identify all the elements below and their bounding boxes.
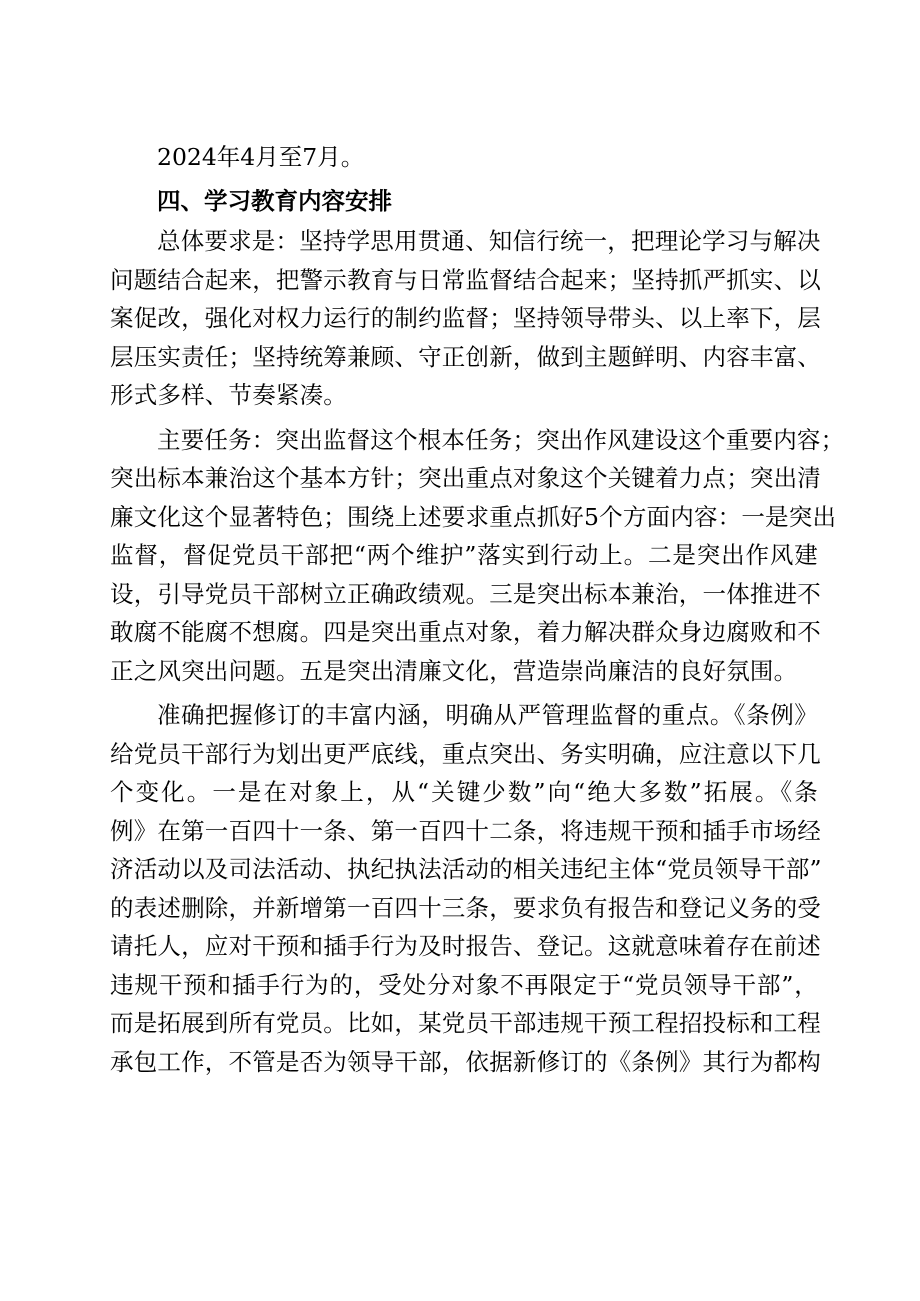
text-line: 形式多样、节奏紧凑。 bbox=[110, 381, 347, 409]
paragraph-main-tasks bbox=[110, 421, 845, 691]
paragraph-revision-connotation bbox=[110, 696, 822, 1081]
text-line: 总体要求是：坚持学思用贯通、知信行统一，把理论学习与解决 bbox=[157, 227, 821, 255]
paragraph-general-requirements bbox=[110, 222, 821, 415]
document-body bbox=[110, 138, 845, 1081]
text-line: 承包工作，不管是否为领导干部，依据新修订的《条例》其行为都构 bbox=[110, 1047, 821, 1076]
text-line: 济活动以及司法活动、执纪执法活动的相关违纪主体“党员领导干部” bbox=[110, 855, 822, 883]
text-line: 违规干预和插手行为的，受处分对象不再限定于“党员领导干部”， bbox=[110, 970, 818, 999]
text-line: 设，引导党员干部树立正确政绩观。三是突出标本兼治，一体推进不 bbox=[110, 579, 821, 608]
date-line: 2024年4月至7月。 bbox=[157, 143, 365, 171]
text-line: 廉文化这个显著特色；围绕上述要求重点抓好5个方面内容：一是突出 bbox=[110, 502, 837, 531]
text-line: 监督，督促党员干部把“两个维护”落实到行动上。二是突出作风建 bbox=[110, 541, 818, 569]
text-line: 个变化。一是在对象上，从“关键少数”向“绝大多数”拓展。《条 bbox=[110, 778, 818, 806]
text-line: 的表述删除，并新增第一百四十三条，要求负有报告和登记义务的受 bbox=[110, 893, 821, 922]
text-line: 而是拓展到所有党员。比如，某党员干部违规干预工程招投标和工程 bbox=[110, 1009, 821, 1037]
text-line: 正之风突出问题。五是突出清廉文化，营造崇尚廉洁的良好氛围。 bbox=[110, 656, 798, 685]
text-line: 准确把握修订的丰富内涵，明确从严管理监督的重点。《条例》 bbox=[157, 701, 818, 729]
text-line: 层压实责任；坚持统筹兼顾、守正创新，做到主题鲜明、内容丰富、 bbox=[110, 342, 821, 371]
text-line: 请托人，应对干预和插手行为及时报告、登记。这就意味着存在前述 bbox=[110, 932, 821, 960]
text-line: 案促改，强化对权力运行的制约监督；坚持领导带头、以上率下，层 bbox=[110, 304, 821, 332]
text-line: 问题结合起来，把警示教育与日常监督结合起来；坚持抓严抓实、以 bbox=[110, 265, 821, 294]
text-line: 例》在第一百四十一条、第一百四十二条，将违规干预和插手市场经 bbox=[110, 816, 821, 845]
text-line: 给党员干部行为划出更严底线，重点突出、务实明确，应注意以下几 bbox=[110, 739, 821, 768]
text-line: 突出标本兼治这个基本方针；突出重点对象这个关键着力点；突出清 bbox=[110, 464, 821, 492]
section-heading: 四、学习教育内容安排 bbox=[157, 186, 392, 215]
text-line: 主要任务：突出监督这个根本任务；突出作风建设这个重要内容； bbox=[157, 425, 845, 454]
text-line: 敢腐不能腐不想腐。四是突出重点对象，着力解决群众身边腐败和不 bbox=[110, 618, 821, 646]
